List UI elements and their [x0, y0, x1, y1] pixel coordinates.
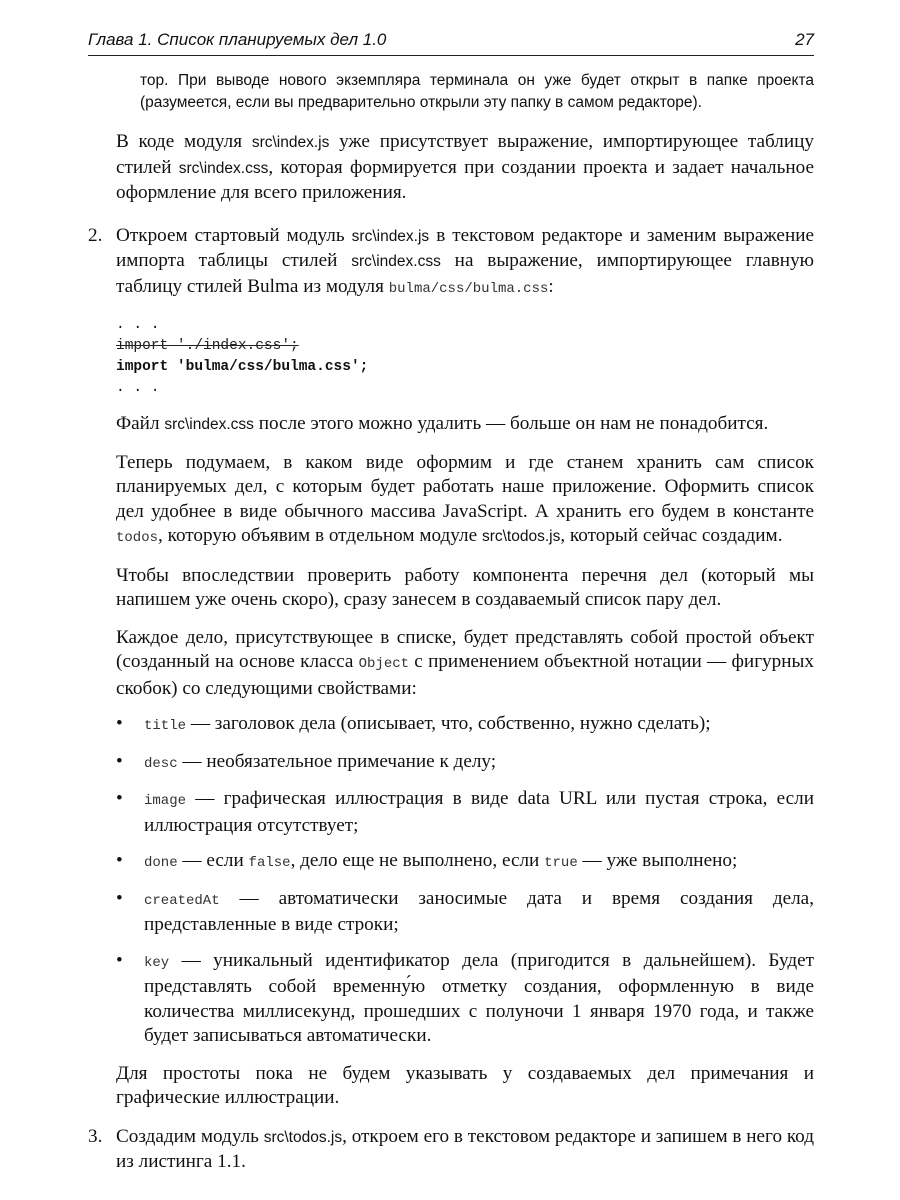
list-item-text [144, 787, 814, 838]
text-run: , дело еще не выполнено, если [290, 850, 545, 871]
text-run: — уже выполнено; [577, 850, 738, 871]
property-list [116, 712, 814, 1049]
paragraph-simplicity: Для простоты пока не будем указывать у создаваемых дел примечания и графические иллюстрации. [116, 1062, 814, 1108]
inline-code: title [144, 718, 187, 734]
file-name: src\index.css [178, 159, 269, 177]
text-run: , откроем его в текстовом редакторе и запишем в него код из листинга 1.1. [116, 1125, 814, 1172]
text-run: : [548, 275, 554, 297]
inline-code: image [144, 793, 187, 809]
text-run: , который сейчас создадим. [560, 525, 783, 546]
inline-code: false [248, 855, 291, 871]
inline-code: todos [116, 530, 159, 546]
list-item [116, 712, 814, 739]
list-item-text [144, 712, 814, 739]
text-run: — если [177, 850, 249, 871]
code-line-added: import 'bulma/css/bulma.css'; [116, 359, 369, 375]
text-run: , которая формируется при создании проекта и задает начальное оформление для всего приложения. [116, 156, 814, 203]
text-run: Создадим модуль [116, 1125, 264, 1147]
code-line-ellipsis: . . . [116, 380, 160, 396]
code-line-removed: import './index.css'; [116, 338, 299, 354]
text-run: на выражение, импортирующее главную таблицу стилей Bulma из модуля [116, 250, 814, 297]
file-name: src\index.css [351, 253, 441, 270]
file-name: src\index.css [164, 416, 254, 433]
inline-code: true [544, 855, 578, 871]
text-run: — заголовок дела (описывает, что, собственно, нужно сделать); [186, 713, 711, 734]
file-name: src\index.js [351, 227, 430, 245]
paragraph-delete-file [116, 412, 814, 438]
paragraph-todo-storage [116, 451, 814, 551]
paragraph-module-import [116, 130, 814, 206]
step-number: 2. [88, 224, 103, 246]
book-page [88, 30, 814, 1175]
text-run: — уникальный идентификатор дела (пригодится в дальнейшем). Будет представлять собой временну́ю отметку создания, оформленную в виде количества миллисекунд, прошедших с полуночи 1 января 1970 года, и также будет записываться автоматически. [144, 949, 814, 1046]
bullet-icon: • [116, 887, 123, 909]
running-head [88, 30, 814, 56]
text-run: — автоматически заносимые дата и время создания дела, представленные в виде строки; [144, 887, 814, 935]
inline-code: bulma/css/bulma.css [388, 280, 549, 297]
text-run: после этого можно удалить — больше он нам не понадобится. [253, 413, 769, 434]
text-run: Теперь подумаем, в каком виде оформим и где станем хранить сам список планируемых дел, с которым будет работать наше приложение. Оформить список дел удобнее в виде обычного массива JavaScript. А хранить его будем в константе [116, 451, 814, 522]
code-block [116, 315, 814, 399]
chapter-title: Глава 1. Список планируемых дел 1.0 [88, 30, 387, 49]
text-run: Файл [116, 413, 165, 434]
file-name: src\todos.js [263, 1128, 343, 1146]
inline-code: createdAt [144, 892, 220, 909]
text-run: с применением объектной нотации — фигурных скобок) со следующими свойствами: [116, 651, 815, 699]
file-name: src\todos.js [481, 528, 561, 545]
step-3-text [116, 1125, 814, 1175]
bullet-icon: • [116, 713, 123, 734]
list-item-text [144, 887, 814, 938]
list-item-text [144, 849, 814, 876]
text-run: в текстовом редакторе и заменим выражение импорта таблицы стилей [116, 224, 814, 271]
code-line-ellipsis: . . . [116, 317, 160, 333]
list-item [116, 849, 814, 876]
list-item [116, 949, 814, 1049]
paragraph-item-object [116, 626, 814, 702]
bullet-icon: • [116, 750, 123, 772]
text-run: , которую объявим в отдельном модуле [158, 525, 482, 546]
inline-code: key [144, 954, 170, 971]
bullet-icon: • [116, 788, 123, 809]
paragraph-test-items: Чтобы впоследствии проверить работу компонента перечня дел (который мы напишем уже очень скоро), сразу занесем в создаваемый список пару дел. [116, 564, 814, 610]
step-3 [88, 1125, 814, 1175]
text-run: уже присутствует выражение, импортирующее таблицу стилей [116, 131, 814, 178]
note-continuation: тор. При выводе нового экземпляра терминала он уже будет открыт в папке проекта (разумеется, если вы предварительно открыли эту папку в самом редакторе). [140, 72, 814, 111]
list-item-text [144, 949, 814, 1049]
list-item [116, 887, 814, 938]
step-2-text [116, 224, 814, 302]
list-item-text [144, 750, 814, 777]
inline-code: desc [144, 755, 178, 772]
text-run: Откроем стартовый модуль [116, 224, 352, 246]
text-run: Каждое дело, присутствующее в списке, будет представлять собой простой объект (созданный на основе класса [116, 626, 814, 672]
text-run: — необязательное примечание к делу; [177, 750, 497, 772]
step-number: 3. [88, 1125, 103, 1147]
step-2 [88, 224, 814, 302]
list-item [116, 787, 814, 838]
page-number: 27 [795, 30, 814, 49]
list-item [116, 750, 814, 777]
text-run: — графическая иллюстрация в виде data URL или пустая строка, если иллюстрация отсутствует; [144, 788, 814, 836]
file-name: src\index.js [251, 134, 330, 151]
bullet-icon: • [116, 949, 123, 971]
text-run: В коде модуля [116, 131, 252, 152]
inline-code: done [144, 855, 178, 871]
inline-code: Object [358, 656, 410, 672]
bullet-icon: • [116, 850, 123, 871]
